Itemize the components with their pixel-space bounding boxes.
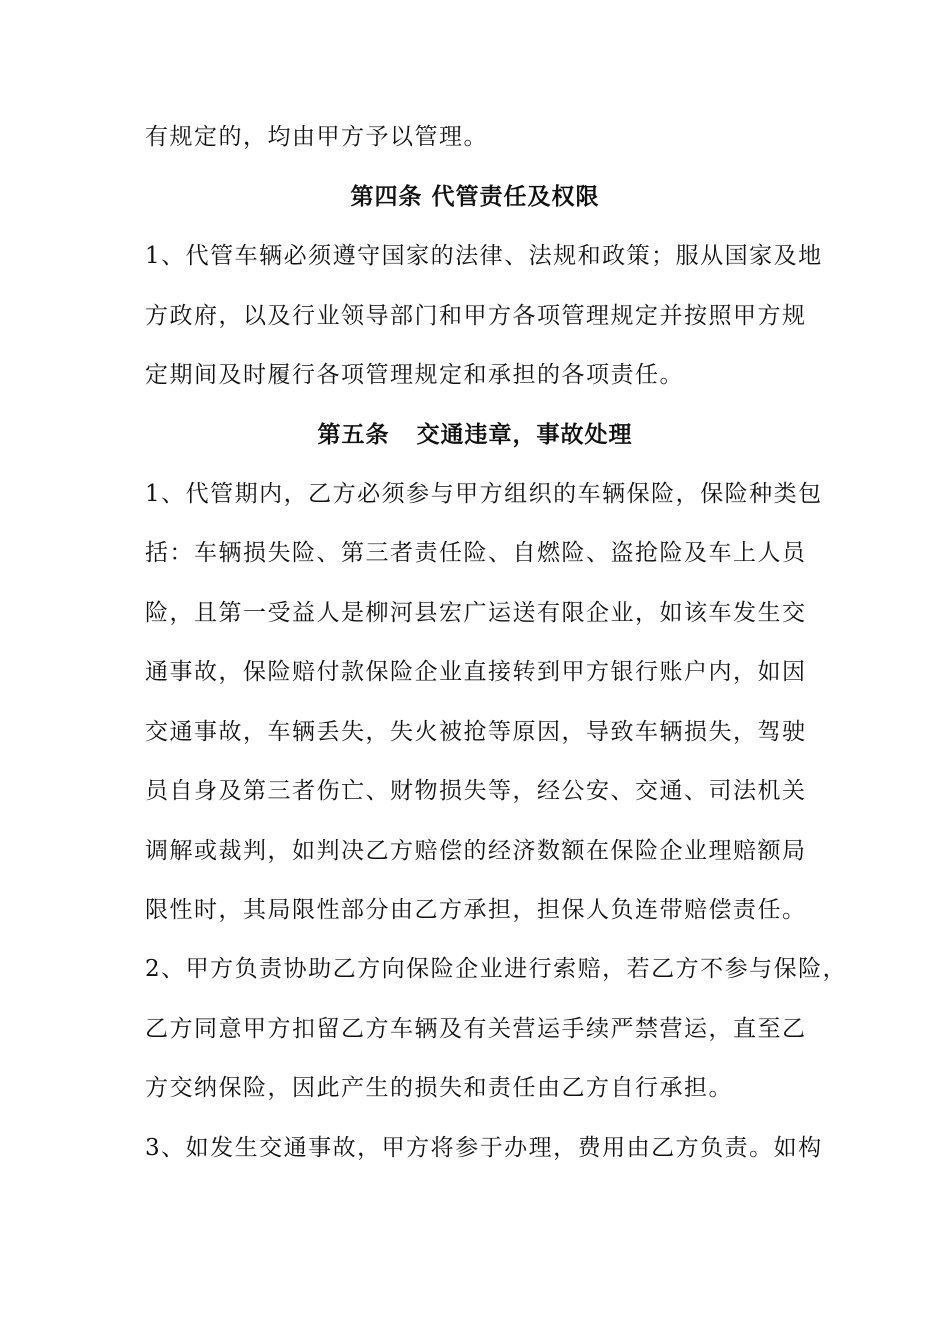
paragraph-line: 限性时，其局限性部分由乙方承担，担保人负连带赔偿责任。 (145, 897, 807, 923)
paragraph-line: 有规定的，均由甲方予以管理。 (145, 124, 488, 150)
paragraph-line: 方交纳保险，因此产生的损失和责任由乙方自行承担。 (145, 1075, 733, 1101)
paragraph-line: 括：车辆损失险、第三者责任险、自燃险、盗抢险及车上人员 (145, 540, 807, 566)
paragraph-line: 交通事故，车辆丢失，失火被抢等原因，导致车辆损失，驾驶 (145, 719, 807, 745)
paragraph-line: 员自身及第三者伤亡、财物损失等，经公安、交通、司法机关 (145, 778, 807, 804)
paragraph-line: 方政府，以及行业领导部门和甲方各项管理规定并按照甲方规 (145, 303, 807, 329)
paragraph-line: 乙方同意甲方扣留乙方车辆及有关营运手续严禁营运，直至乙 (145, 1016, 807, 1042)
paragraph-line: 调解或裁判，如判决乙方赔偿的经济数额在保险企业理赔额局 (145, 838, 807, 864)
paragraph-line: 1、代管期内，乙方必须参与甲方组织的车辆保险，保险种类包 (145, 481, 823, 507)
paragraph-line: 通事故，保险赔付款保险企业直接转到甲方银行账户内，如因 (145, 659, 807, 685)
paragraph-line: 3、如发生交通事故，甲方将参于办理，费用由乙方负责。如构 (145, 1135, 823, 1161)
paragraph-line: 2、甲方负责协助乙方向保险企业进行索赔，若乙方不参与保险， (145, 956, 848, 982)
section-heading-article-5: 第五条 交通违章，事故处理 (317, 421, 633, 448)
section-heading-article-4: 第四条 代管责任及权限 (350, 183, 600, 210)
paragraph-line: 险，且第一受益人是柳河县宏广运送有限企业，如该车发生交 (145, 600, 807, 626)
paragraph-line: 定期间及时履行各项管理规定和承担的各项责任。 (145, 362, 684, 388)
paragraph-line: 1、代管车辆必须遵守国家的法律、法规和政策；服从国家及地 (145, 243, 823, 269)
